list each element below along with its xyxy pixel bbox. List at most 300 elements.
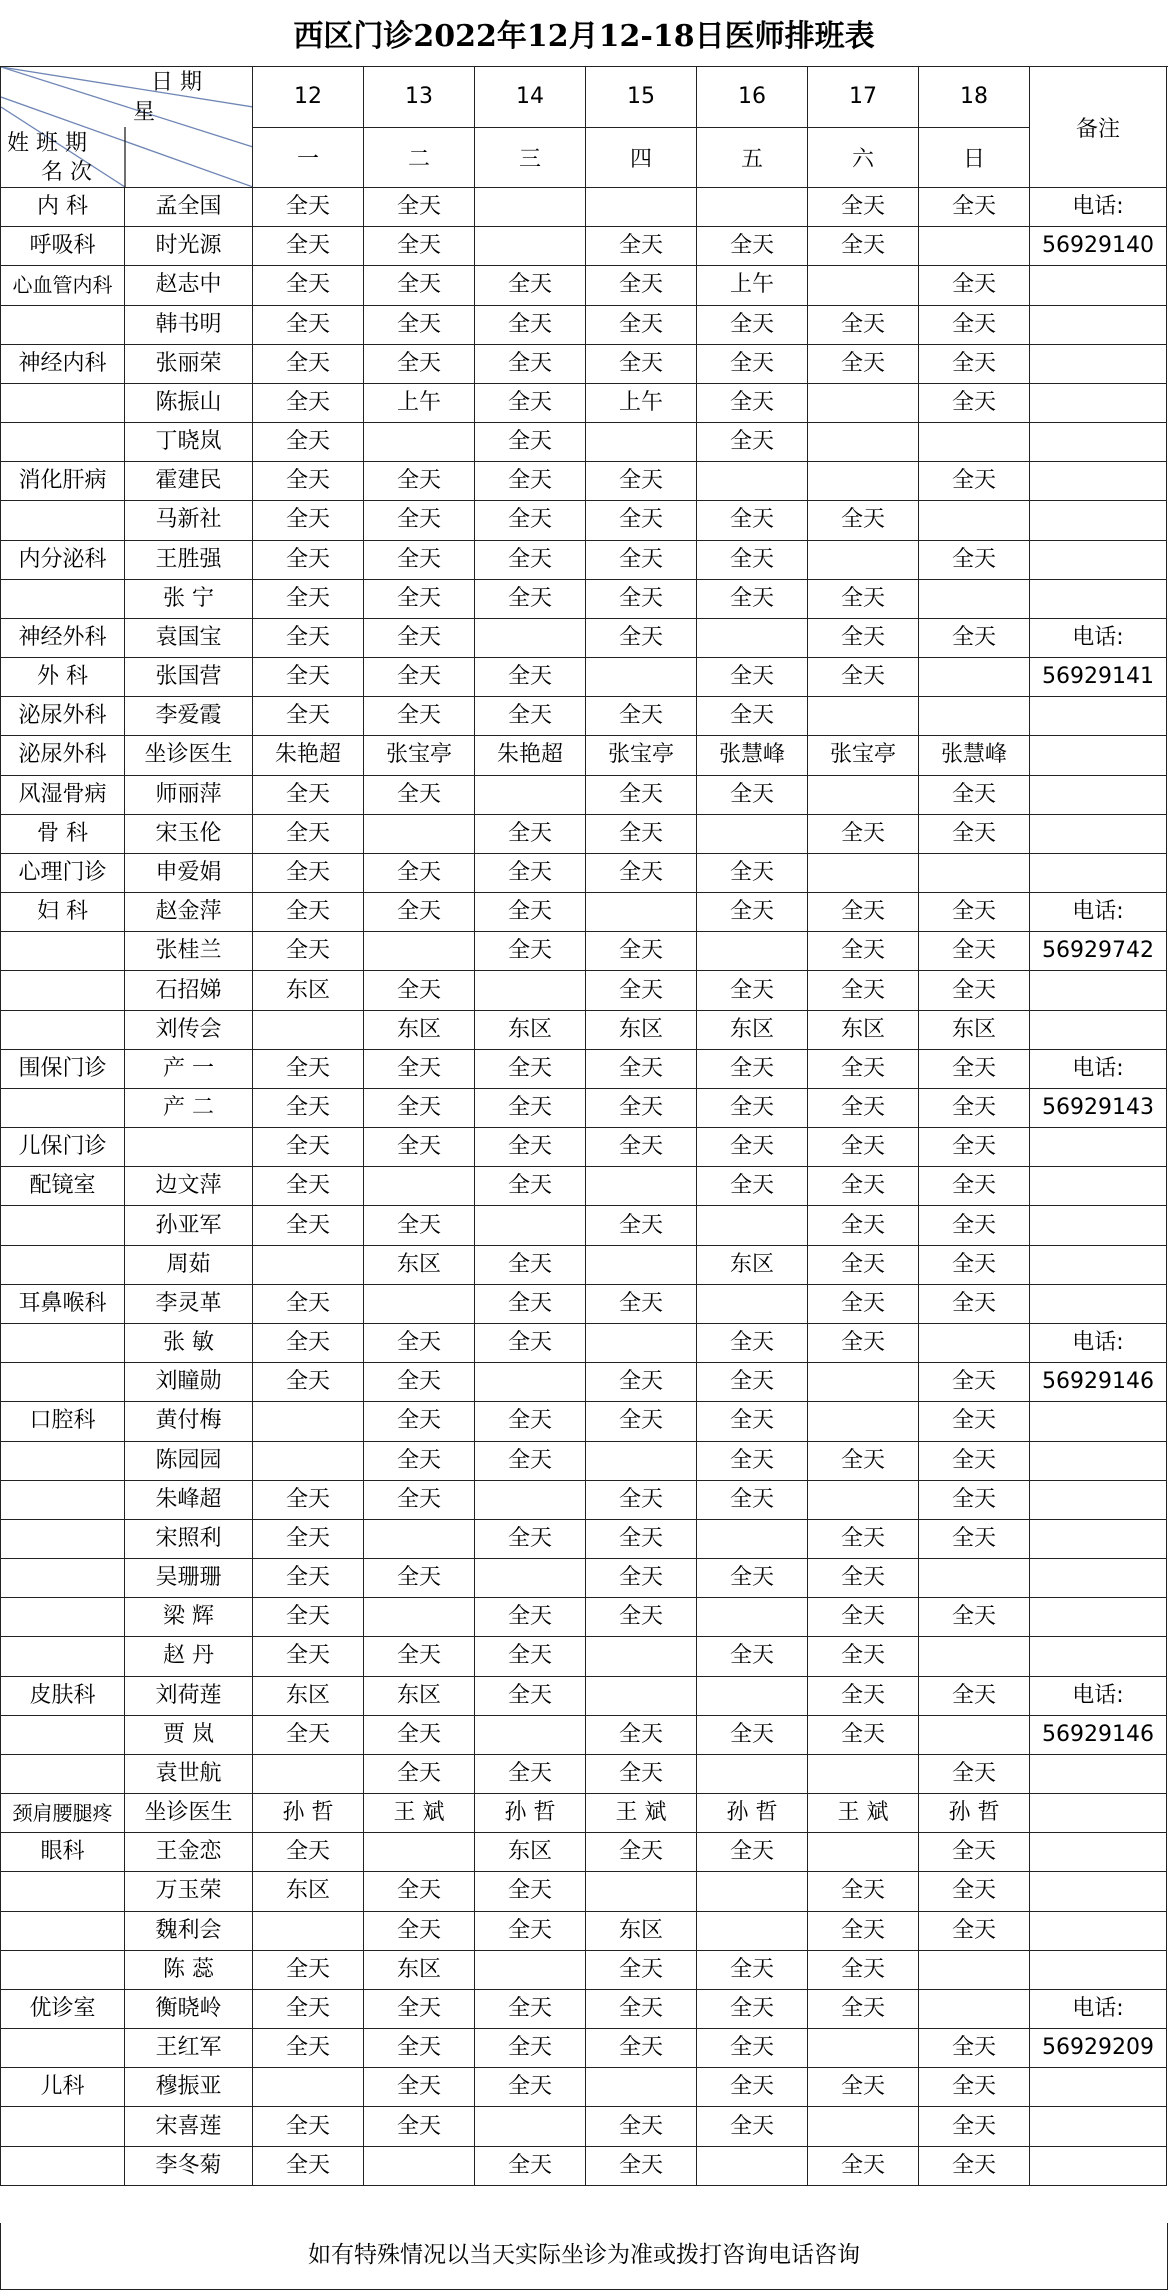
- shift-cell: [919, 1715, 1030, 1754]
- shift-cell: [697, 1754, 808, 1793]
- shift-cell: 全天: [586, 2029, 697, 2068]
- shift-cell: [475, 227, 586, 266]
- doctor-name-cell: 申爱娟: [125, 853, 253, 892]
- doctor-name-cell: 穆振亚: [125, 2068, 253, 2107]
- shift-cell: [808, 423, 919, 462]
- shift-cell: 全天: [475, 893, 586, 932]
- shift-cell: 全天: [475, 1323, 586, 1362]
- doctor-name-cell: [125, 1128, 253, 1167]
- shift-cell: 全天: [808, 1872, 919, 1911]
- dept-cell: 围保门诊: [1, 1049, 125, 1088]
- dept-cell: 神经内科: [1, 344, 125, 383]
- shift-cell: 全天: [253, 893, 364, 932]
- shift-cell: 全天: [475, 697, 586, 736]
- dept-cell: [1, 305, 125, 344]
- shift-cell: 全天: [253, 932, 364, 971]
- shift-cell: 孙 哲: [919, 1794, 1030, 1833]
- shift-cell: 全天: [808, 1128, 919, 1167]
- dept-cell: [1, 423, 125, 462]
- table-row: [1, 1754, 1167, 1793]
- shift-cell: 全天: [919, 1872, 1030, 1911]
- doctor-name-cell: 师丽萍: [125, 775, 253, 814]
- shift-cell: 全天: [919, 2146, 1030, 2185]
- shift-cell: 全天: [253, 1167, 364, 1206]
- shift-cell: 张慧峰: [697, 736, 808, 775]
- dept-cell: [1, 1911, 125, 1950]
- shift-cell: 全天: [586, 1402, 697, 1441]
- shift-cell: 全天: [586, 853, 697, 892]
- dept-cell: [1, 501, 125, 540]
- table-row: [1, 1284, 1167, 1323]
- shift-cell: 全天: [808, 1559, 919, 1598]
- shift-cell: 全天: [253, 2146, 364, 2185]
- shift-cell: 全天: [697, 1989, 808, 2028]
- shift-cell: 全天: [253, 462, 364, 501]
- table-row: [1, 305, 1167, 344]
- shift-cell: [586, 423, 697, 462]
- shift-cell: 东区: [364, 1010, 475, 1049]
- doctor-name-cell: 刘传会: [125, 1010, 253, 1049]
- table-row: [1, 188, 1167, 227]
- shift-cell: [586, 188, 697, 227]
- dept-cell: 内 科: [1, 188, 125, 227]
- table-row: [1, 1950, 1167, 1989]
- shift-cell: 全天: [475, 383, 586, 422]
- dept-cell: 骨 科: [1, 814, 125, 853]
- note-cell: 56929140: [1030, 227, 1167, 266]
- shift-cell: [586, 1676, 697, 1715]
- doctor-name-cell: 魏利会: [125, 1911, 253, 1950]
- table-row: [1, 1049, 1167, 1088]
- shift-cell: 全天: [364, 1323, 475, 1362]
- shift-cell: 全天: [364, 305, 475, 344]
- shift-cell: 上午: [697, 266, 808, 305]
- doctor-name-cell: 黄付梅: [125, 1402, 253, 1441]
- shift-cell: 东区: [253, 1872, 364, 1911]
- shift-cell: [808, 2029, 919, 2068]
- shift-cell: 全天: [808, 1715, 919, 1754]
- shift-cell: 全天: [475, 305, 586, 344]
- shift-cell: 全天: [808, 188, 919, 227]
- shift-cell: 王 斌: [586, 1794, 697, 1833]
- dept-cell: [1, 971, 125, 1010]
- shift-cell: 全天: [808, 1911, 919, 1950]
- note-cell: [1030, 971, 1167, 1010]
- note-cell: [1030, 1206, 1167, 1245]
- dept-cell: 泌尿外科: [1, 697, 125, 736]
- doctor-name-cell: 李灵革: [125, 1284, 253, 1323]
- dept-cell: 儿保门诊: [1, 1128, 125, 1167]
- header-corner-cell: [1, 67, 253, 188]
- shift-cell: 东区: [364, 1676, 475, 1715]
- shift-cell: 全天: [586, 1480, 697, 1519]
- table-row: [1, 814, 1167, 853]
- weekday-cell: 六: [808, 127, 919, 188]
- table-row: [1, 423, 1167, 462]
- shift-cell: [919, 853, 1030, 892]
- note-cell: 电话:: [1030, 188, 1167, 227]
- dept-cell: 消化肝病: [1, 462, 125, 501]
- note-cell: 56929742: [1030, 932, 1167, 971]
- note-cell: [1030, 1128, 1167, 1167]
- dept-cell: [1, 1480, 125, 1519]
- shift-cell: 全天: [586, 2107, 697, 2146]
- shift-cell: 全天: [364, 775, 475, 814]
- shift-cell: [364, 932, 475, 971]
- shift-cell: [586, 1167, 697, 1206]
- shift-cell: 全天: [919, 1206, 1030, 1245]
- note-cell: [1030, 1284, 1167, 1323]
- dept-cell: [1, 2146, 125, 2185]
- shift-cell: 全天: [808, 227, 919, 266]
- weekday-cell: 四: [586, 127, 697, 188]
- shift-cell: 孙 哲: [475, 1794, 586, 1833]
- shift-cell: 全天: [586, 1049, 697, 1088]
- note-cell: [1030, 305, 1167, 344]
- corner-date-label: 日 期: [151, 70, 202, 95]
- note-cell: [1030, 501, 1167, 540]
- shift-cell: [475, 1363, 586, 1402]
- note-cell: 电话:: [1030, 1049, 1167, 1088]
- shift-cell: [586, 658, 697, 697]
- shift-cell: 全天: [697, 1323, 808, 1362]
- shift-cell: [364, 1598, 475, 1637]
- shift-cell: 全天: [253, 1284, 364, 1323]
- shift-cell: 全天: [475, 1519, 586, 1558]
- corner-week-label: 星: [133, 100, 156, 125]
- shift-cell: 全天: [475, 1598, 586, 1637]
- table-row: [1, 1519, 1167, 1558]
- shift-cell: 全天: [808, 1441, 919, 1480]
- shift-cell: 全天: [586, 1989, 697, 2028]
- shift-cell: 全天: [808, 501, 919, 540]
- shift-cell: 全天: [475, 1989, 586, 2028]
- shift-cell: 全天: [586, 1715, 697, 1754]
- table-row: [1, 2146, 1167, 2185]
- shift-cell: [586, 1637, 697, 1676]
- shift-cell: [586, 893, 697, 932]
- shift-cell: 全天: [808, 1950, 919, 1989]
- shift-cell: 全天: [475, 814, 586, 853]
- shift-cell: 全天: [475, 1245, 586, 1284]
- shift-cell: 全天: [364, 1637, 475, 1676]
- shift-cell: 全天: [919, 266, 1030, 305]
- shift-cell: 全天: [475, 1088, 586, 1127]
- shift-cell: [919, 501, 1030, 540]
- shift-cell: [808, 1363, 919, 1402]
- shift-cell: 全天: [919, 188, 1030, 227]
- note-cell: [1030, 814, 1167, 853]
- shift-cell: 全天: [697, 775, 808, 814]
- doctor-name-cell: 产 一: [125, 1049, 253, 1088]
- shift-cell: 全天: [697, 1950, 808, 1989]
- shift-cell: 全天: [253, 658, 364, 697]
- dept-cell: 妇 科: [1, 893, 125, 932]
- shift-cell: 全天: [697, 1441, 808, 1480]
- shift-cell: 全天: [586, 227, 697, 266]
- shift-cell: 全天: [253, 814, 364, 853]
- shift-cell: [364, 1519, 475, 1558]
- shift-cell: 全天: [253, 579, 364, 618]
- table-row: [1, 1833, 1167, 1872]
- shift-cell: 全天: [586, 1088, 697, 1127]
- shift-cell: 东区: [253, 1676, 364, 1715]
- note-cell: 56929146: [1030, 1363, 1167, 1402]
- table-row: [1, 1637, 1167, 1676]
- shift-cell: 全天: [253, 305, 364, 344]
- doctor-name-cell: 衡晓岭: [125, 1989, 253, 2028]
- doctor-name-cell: 梁 辉: [125, 1598, 253, 1637]
- doctor-name-cell: 张 宁: [125, 579, 253, 618]
- shift-cell: 东区: [697, 1245, 808, 1284]
- date-cell: 12: [253, 67, 364, 128]
- note-cell: [1030, 736, 1167, 775]
- table-row: [1, 1363, 1167, 1402]
- shift-cell: 全天: [697, 2029, 808, 2068]
- doctor-name-cell: 袁世航: [125, 1754, 253, 1793]
- doctor-name-cell: 丁晓岚: [125, 423, 253, 462]
- shift-cell: 全天: [475, 344, 586, 383]
- doctor-name-cell: 李冬菊: [125, 2146, 253, 2185]
- shift-cell: 全天: [919, 305, 1030, 344]
- doctor-name-cell: 马新社: [125, 501, 253, 540]
- shift-cell: 全天: [253, 344, 364, 383]
- shift-cell: 全天: [697, 305, 808, 344]
- table-row: [1, 1559, 1167, 1598]
- shift-cell: [697, 1206, 808, 1245]
- table-row: [1, 1911, 1167, 1950]
- note-cell: 电话:: [1030, 618, 1167, 657]
- shift-cell: [475, 775, 586, 814]
- shift-cell: 全天: [697, 540, 808, 579]
- shift-cell: 全天: [364, 1715, 475, 1754]
- shift-cell: 全天: [919, 971, 1030, 1010]
- shift-cell: 全天: [919, 1363, 1030, 1402]
- shift-cell: [475, 618, 586, 657]
- date-cell: 14: [475, 67, 586, 128]
- shift-cell: 东区: [919, 1010, 1030, 1049]
- shift-cell: 全天: [364, 1402, 475, 1441]
- shift-cell: [253, 1441, 364, 1480]
- shift-cell: 全天: [253, 227, 364, 266]
- shift-cell: 全天: [697, 893, 808, 932]
- shift-cell: [919, 423, 1030, 462]
- shift-cell: 全天: [364, 266, 475, 305]
- shift-cell: 全天: [808, 344, 919, 383]
- shift-cell: 全天: [697, 971, 808, 1010]
- shift-cell: 全天: [364, 1088, 475, 1127]
- shift-cell: [253, 1010, 364, 1049]
- shift-cell: 全天: [475, 423, 586, 462]
- note-cell: [1030, 1441, 1167, 1480]
- table-row: [1, 775, 1167, 814]
- shift-cell: 全天: [253, 775, 364, 814]
- note-cell: 56929209: [1030, 2029, 1167, 2068]
- table-row: [1, 1480, 1167, 1519]
- shift-cell: [364, 423, 475, 462]
- shift-cell: [475, 188, 586, 227]
- doctor-name-cell: 陈园园: [125, 1441, 253, 1480]
- shift-cell: 全天: [697, 697, 808, 736]
- doctor-name-cell: 王红军: [125, 2029, 253, 2068]
- shift-cell: 全天: [697, 1480, 808, 1519]
- doctor-name-cell: 孟全国: [125, 188, 253, 227]
- shift-cell: 全天: [919, 1402, 1030, 1441]
- shift-cell: 全天: [919, 1598, 1030, 1637]
- shift-cell: 全天: [919, 1284, 1030, 1323]
- shift-cell: 全天: [919, 2068, 1030, 2107]
- note-cell: [1030, 2107, 1167, 2146]
- shift-cell: 全天: [919, 1911, 1030, 1950]
- table-row: [1, 932, 1167, 971]
- shift-cell: 全天: [919, 814, 1030, 853]
- dept-cell: 配镜室: [1, 1167, 125, 1206]
- shift-cell: 全天: [808, 579, 919, 618]
- shift-cell: 东区: [697, 1010, 808, 1049]
- shift-cell: 全天: [697, 853, 808, 892]
- shift-cell: 上午: [586, 383, 697, 422]
- shift-cell: [364, 1284, 475, 1323]
- shift-cell: 全天: [586, 1950, 697, 1989]
- doctor-name-cell: 霍建民: [125, 462, 253, 501]
- shift-cell: 全天: [364, 1049, 475, 1088]
- note-cell: [1030, 1637, 1167, 1676]
- shift-cell: 全天: [697, 423, 808, 462]
- shift-cell: 孙 哲: [253, 1794, 364, 1833]
- shift-cell: 全天: [919, 775, 1030, 814]
- shift-cell: 全天: [253, 1206, 364, 1245]
- date-cell: 18: [919, 67, 1030, 128]
- table-row: [1, 1167, 1167, 1206]
- shift-cell: 全天: [475, 1637, 586, 1676]
- shift-cell: 全天: [475, 1167, 586, 1206]
- shift-cell: 全天: [475, 853, 586, 892]
- date-cell: 16: [697, 67, 808, 128]
- table-row: [1, 227, 1167, 266]
- shift-cell: 全天: [919, 893, 1030, 932]
- note-cell: [1030, 1010, 1167, 1049]
- shift-cell: 孙 哲: [697, 1794, 808, 1833]
- shift-cell: [364, 2146, 475, 2185]
- shift-cell: 全天: [697, 1559, 808, 1598]
- shift-cell: 全天: [253, 853, 364, 892]
- corner-diagonal-lines: [1, 67, 253, 187]
- note-cell: 电话:: [1030, 1676, 1167, 1715]
- shift-cell: [808, 266, 919, 305]
- shift-cell: 全天: [475, 2068, 586, 2107]
- shift-cell: 朱艳超: [253, 736, 364, 775]
- date-cell: 17: [808, 67, 919, 128]
- dept-cell: 泌尿外科: [1, 736, 125, 775]
- shift-cell: [475, 1950, 586, 1989]
- shift-cell: 全天: [364, 1872, 475, 1911]
- note-cell: [1030, 266, 1167, 305]
- doctor-name-cell: 王金恋: [125, 1833, 253, 1872]
- shift-cell: 全天: [253, 1950, 364, 1989]
- shift-cell: 全天: [919, 1245, 1030, 1284]
- note-cell: [1030, 2146, 1167, 2185]
- dept-cell: [1, 1715, 125, 1754]
- note-cell: [1030, 423, 1167, 462]
- doctor-name-cell: 万玉荣: [125, 1872, 253, 1911]
- shift-cell: 全天: [475, 1676, 586, 1715]
- shift-cell: 全天: [808, 1323, 919, 1362]
- shift-cell: 全天: [919, 1833, 1030, 1872]
- note-cell: 电话:: [1030, 1989, 1167, 2028]
- doctor-name-cell: 张桂兰: [125, 932, 253, 971]
- table-row: [1, 1323, 1167, 1362]
- shift-cell: 全天: [253, 1559, 364, 1598]
- shift-cell: 全天: [586, 932, 697, 971]
- shift-cell: 全天: [697, 1715, 808, 1754]
- weekday-cell: 日: [919, 127, 1030, 188]
- shift-cell: 全天: [475, 1872, 586, 1911]
- shift-cell: 全天: [697, 1637, 808, 1676]
- note-cell: [1030, 1598, 1167, 1637]
- shift-cell: 东区: [586, 1911, 697, 1950]
- shift-cell: 全天: [808, 1206, 919, 1245]
- doctor-name-cell: 孙亚军: [125, 1206, 253, 1245]
- doctor-name-cell: 赵金萍: [125, 893, 253, 932]
- shift-cell: [697, 1598, 808, 1637]
- table-row: [1, 1989, 1167, 2028]
- shift-cell: 全天: [697, 2068, 808, 2107]
- shift-cell: 全天: [253, 1833, 364, 1872]
- doctor-name-cell: 周茹: [125, 1245, 253, 1284]
- shift-cell: [253, 2068, 364, 2107]
- shift-cell: 全天: [475, 1402, 586, 1441]
- shift-cell: 全天: [697, 501, 808, 540]
- shift-cell: [364, 1167, 475, 1206]
- shift-cell: [919, 227, 1030, 266]
- shift-cell: 全天: [253, 1049, 364, 1088]
- table-row: [1, 1245, 1167, 1284]
- shift-cell: 全天: [586, 540, 697, 579]
- shift-cell: 全天: [919, 1441, 1030, 1480]
- shift-cell: 全天: [919, 1754, 1030, 1793]
- dept-cell: 儿科: [1, 2068, 125, 2107]
- shift-cell: 上午: [364, 383, 475, 422]
- table-row: [1, 1088, 1167, 1127]
- shift-cell: 全天: [364, 1441, 475, 1480]
- shift-cell: 全天: [364, 1206, 475, 1245]
- shift-cell: 全天: [253, 540, 364, 579]
- shift-cell: 全天: [808, 1167, 919, 1206]
- shift-cell: [697, 814, 808, 853]
- shift-cell: 全天: [586, 1754, 697, 1793]
- shift-cell: 全天: [919, 1128, 1030, 1167]
- shift-cell: 全天: [253, 1637, 364, 1676]
- shift-cell: 全天: [697, 344, 808, 383]
- note-cell: [1030, 579, 1167, 618]
- table-row: [1, 893, 1167, 932]
- note-cell: [1030, 1519, 1167, 1558]
- doctor-name-cell: 石招娣: [125, 971, 253, 1010]
- note-cell: 56929143: [1030, 1088, 1167, 1127]
- doctor-name-cell: 宋喜莲: [125, 2107, 253, 2146]
- shift-cell: [475, 1480, 586, 1519]
- shift-cell: 全天: [919, 383, 1030, 422]
- doctor-name-cell: 边文萍: [125, 1167, 253, 1206]
- shift-cell: [475, 1559, 586, 1598]
- note-cell: 56929146: [1030, 1715, 1167, 1754]
- table-row: [1, 383, 1167, 422]
- dept-cell: 口腔科: [1, 1402, 125, 1441]
- table-row: [1, 853, 1167, 892]
- dept-cell: [1, 1519, 125, 1558]
- shift-cell: 全天: [697, 1363, 808, 1402]
- shift-cell: 全天: [364, 501, 475, 540]
